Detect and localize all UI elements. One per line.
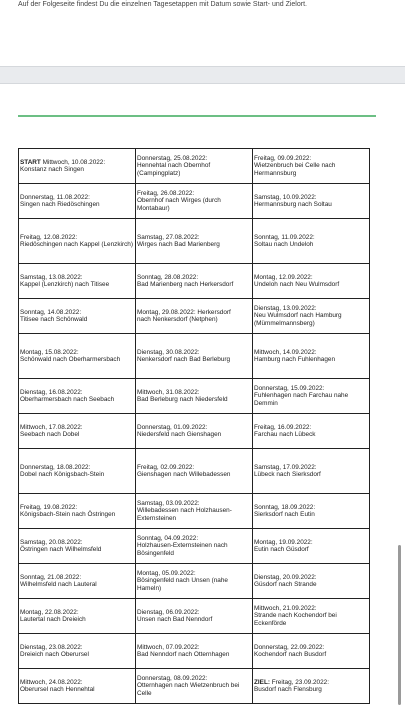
stage-route: Obernhof nach Wirges (durch Montabaur) — [137, 197, 221, 212]
stage-cell — [253, 414, 370, 449]
stage-date: Dienstag, 16.08.2022: — [20, 388, 83, 396]
stage-date: Samstag, 27.08.2022: — [137, 233, 200, 241]
stage-route: Eutin nach Güsdorf — [254, 546, 309, 553]
stage-route: Bösingenfeld nach Unsen (nahe Hameln) — [137, 577, 228, 592]
stage-cell — [19, 414, 136, 449]
stage-cell — [19, 219, 136, 264]
stage-route: Unsen nach Bad Nenndorf — [137, 616, 213, 623]
stage-route: Strande nach Kochendorf bei Eckenförde — [254, 612, 337, 627]
table-row — [19, 149, 370, 184]
stage-cell — [136, 494, 253, 529]
stage-route: Soltau nach Undeloh — [254, 241, 314, 248]
stage-cell — [136, 414, 253, 449]
stage-cell — [253, 634, 370, 669]
stage-route: Oberursel nach Hennehtal — [20, 686, 95, 693]
stage-date: Montag, 19.09.2022: — [254, 538, 313, 546]
stage-date: Mittwoch, 14.09.2022: — [254, 348, 317, 356]
stage-cell — [19, 379, 136, 414]
stage-cell — [19, 334, 136, 379]
stage-date: Mittwoch, 21.09.2022: — [254, 604, 317, 612]
stage-cell — [253, 529, 370, 564]
stage-date: Montag, 29.08.2022: Herkersdorf — [137, 308, 231, 316]
stage-date: ZIEL: Freitag, 23.09.2022: — [254, 678, 329, 686]
stage-cell — [136, 219, 253, 264]
stage-route: Neu Wulmsdorf nach Hamburg (Mümmelmannsberg) — [254, 312, 342, 327]
table-row — [19, 564, 370, 599]
stage-date: Freitag, 26.08.2022: — [137, 189, 195, 197]
stage-route: Östringen nach Wilhelmsfeld — [20, 546, 102, 553]
stage-route: Farchau nach Lübeck — [254, 431, 316, 438]
stage-date: Donnerstag, 25.08.2022: — [137, 154, 208, 162]
stage-route: Niedersfeld nach Gienshagen — [137, 431, 222, 438]
stage-route: Wilhelmsfeld nach Lauteral — [20, 581, 97, 588]
stage-marker: ZIEL: — [254, 678, 270, 686]
stage-date: Sonntag, 11.09.2022: — [254, 233, 315, 241]
stage-route: Fuhlenhagen nach Farchau nahe Demmin — [254, 392, 349, 407]
stage-route: Seebach nach Dobel — [20, 431, 80, 438]
stage-route: Otternhagen nach Wietzenbruch bei Celle — [137, 682, 240, 697]
stage-route: Bad Berleburg nach Niedersfeld — [137, 396, 228, 403]
stage-cell — [19, 669, 136, 704]
stage-cell — [136, 184, 253, 219]
stage-cell — [19, 494, 136, 529]
stage-date: Mittwoch, 31.08.2022: — [137, 388, 200, 396]
stage-date: Donnerstag, 22.09.2022: — [254, 643, 325, 651]
stage-date: Donnerstag, 01.09.2022: — [137, 423, 208, 431]
stage-cell — [253, 379, 370, 414]
stage-date: Freitag, 16.09.2022: — [254, 423, 312, 431]
stage-date: Donnerstag, 15.09.2022: — [254, 384, 325, 392]
stage-cell — [253, 494, 370, 529]
stage-date: Sonntag, 04.09.2022: — [137, 534, 199, 542]
stage-route: Königsbach-Stein nach Östringen — [20, 511, 116, 518]
stage-route: Gienshagen nach Willebadessen — [137, 471, 231, 478]
stage-date: Freitag, 02.09.2022: — [137, 463, 195, 471]
table-row — [19, 184, 370, 219]
accent-divider — [18, 115, 376, 117]
stage-cell — [19, 634, 136, 669]
section-divider-band — [0, 66, 405, 84]
stage-route: Busdorf nach Flensburg — [254, 686, 322, 693]
stage-date: Dienstag, 13.09.2022: — [254, 304, 317, 312]
stage-cell — [253, 449, 370, 494]
table-row — [19, 599, 370, 634]
stage-cell — [136, 149, 253, 184]
stage-schedule-table — [18, 148, 370, 704]
stage-date: Mittwoch, 24.08.2022: — [20, 678, 83, 686]
stage-cell — [253, 299, 370, 334]
stage-cell — [253, 219, 370, 264]
stage-date: Sonntag, 18.09.2022: — [254, 503, 316, 511]
stage-date: Samstag, 03.09.2022: — [137, 499, 200, 507]
stage-route: Riedöschingen nach Kappel (Lenzkirch) — [20, 241, 133, 248]
stage-date: Samstag, 17.09.2022: — [254, 463, 317, 471]
stage-cell — [19, 529, 136, 564]
table-row — [19, 529, 370, 564]
stage-cell — [253, 334, 370, 379]
stage-date: Dienstag, 06.09.2022: — [137, 608, 200, 616]
stage-route: Dobel nach Königsbach-Stein — [20, 471, 105, 478]
stage-date: Samstag, 13.08.2022: — [20, 273, 83, 281]
stage-cell — [136, 669, 253, 704]
stage-date: Samstag, 20.08.2022: — [20, 538, 83, 546]
stage-date: Freitag, 09.09.2022: — [254, 154, 312, 162]
stage-cell — [136, 599, 253, 634]
table-row — [19, 414, 370, 449]
stage-date: Freitag, 19.08.2022: — [20, 503, 78, 511]
table-row — [19, 634, 370, 669]
stage-date: Freitag, 12.08.2022: — [20, 233, 78, 241]
stage-route: Sierksdorf nach Eutin — [254, 511, 315, 518]
stage-date: START Mittwoch, 10.08.2022: — [20, 158, 106, 166]
stage-date: Montag, 15.08.2022: — [20, 348, 79, 356]
intro-text: Auf der Folgeseite findest Du die einzelnen Tagesetappen mit Datum sowie Start- und Zielort. — [18, 1, 307, 8]
table-row — [19, 299, 370, 334]
stage-route: Kochendorf nach Busdorf — [254, 651, 327, 658]
table-row — [19, 449, 370, 494]
stage-route: Dreieich nach Oberursel — [20, 651, 89, 658]
stage-date: Sonntag, 28.08.2022: — [137, 273, 199, 281]
stage-date: Montag, 22.08.2022: — [20, 608, 79, 616]
stage-route: Willebadessen nach Holzhausen-Externsteinen — [137, 507, 232, 522]
stage-route: Titisee nach Schönwald — [20, 316, 88, 323]
stage-cell — [136, 449, 253, 494]
stage-cell — [136, 264, 253, 299]
stage-cell — [19, 449, 136, 494]
stage-cell — [19, 149, 136, 184]
stage-cell — [19, 599, 136, 634]
stage-date: Montag, 12.09.2022: — [254, 273, 313, 281]
stage-cell — [19, 264, 136, 299]
stage-route: Hennehtal nach Obernhof (Campingplatz) — [137, 162, 211, 177]
stage-route: Kappel (Lenzkirch) nach Titisee — [20, 281, 110, 288]
stage-date: Dienstag, 30.08.2022: — [137, 348, 200, 356]
stage-date: Samstag, 10.09.2022: — [254, 193, 317, 201]
stage-route: Bad Nenndorf nach Otternhagen — [137, 651, 230, 658]
stage-cell — [136, 634, 253, 669]
stage-date: Montag, 05.09.2022: — [137, 569, 196, 577]
stage-cell — [253, 149, 370, 184]
stage-route: nach Nenkersdorf (Netphen) — [137, 316, 218, 323]
stage-date: Sonntag, 14.08.2022: — [20, 308, 82, 316]
stage-route: Güsdorf nach Strande — [254, 581, 317, 588]
table-row — [19, 264, 370, 299]
stage-cell — [253, 669, 370, 704]
stage-route: Schönwald nach Oberharmersbach — [20, 356, 121, 363]
stage-route: Singen nach Riedöschingen — [20, 201, 100, 208]
stage-route: Bad Marienberg nach Herkersdorf — [137, 281, 234, 288]
stage-date: Mittwoch, 17.08.2022: — [20, 423, 83, 431]
stage-cell — [253, 184, 370, 219]
table-row — [19, 334, 370, 379]
stage-date: Dienstag, 20.09.2022: — [254, 573, 317, 581]
stage-cell — [136, 564, 253, 599]
stage-cell — [136, 334, 253, 379]
stage-cell — [136, 379, 253, 414]
stage-route: Hamburg nach Fuhlenhagen — [254, 356, 336, 363]
stage-cell — [253, 264, 370, 299]
stage-date: Sonntag, 21.08.2022: — [20, 573, 82, 581]
stage-cell — [136, 299, 253, 334]
table-row — [19, 219, 370, 264]
stage-route: Oberharmersbach nach Seebach — [20, 396, 115, 403]
stage-route: Nenkersdorf nach Bad Berleburg — [137, 356, 231, 363]
stage-route: Hermannsburg nach Soltau — [254, 201, 332, 208]
stage-cell — [19, 299, 136, 334]
stage-route: Lautertal nach Dreieich — [20, 616, 86, 623]
stage-route: Wirges nach Bad Marienberg — [137, 241, 220, 248]
stage-route: Konstanz nach Singen — [20, 166, 84, 173]
table-row — [19, 669, 370, 704]
stage-date: Donnerstag, 18.08.2022: — [20, 463, 91, 471]
stage-route: Wietzenbruch bei Celle nach Hermannsburg — [254, 162, 336, 177]
stage-date: Donnerstag, 08.09.2022: — [137, 674, 208, 682]
table-row — [19, 494, 370, 529]
table-row — [19, 379, 370, 414]
stage-route: Undeloh nach Neu Wulmsdorf — [254, 281, 340, 288]
stage-cell — [253, 564, 370, 599]
stage-route: Lübeck nach Sierksdorf — [254, 471, 321, 478]
stage-cell — [253, 599, 370, 634]
stage-date: Donnerstag, 11.08.2022: — [20, 193, 90, 201]
stage-date: Mittwoch, 07.09.2022: — [137, 643, 200, 651]
stage-cell — [19, 184, 136, 219]
stage-route: Holzhausen-Externsteinen nach Bösingenfeld — [137, 542, 228, 557]
stage-marker: START — [20, 158, 41, 166]
stage-cell — [136, 529, 253, 564]
scrollbar[interactable] — [398, 545, 401, 705]
stage-date: Dienstag, 23.08.2022: — [20, 643, 83, 651]
stage-cell — [19, 564, 136, 599]
